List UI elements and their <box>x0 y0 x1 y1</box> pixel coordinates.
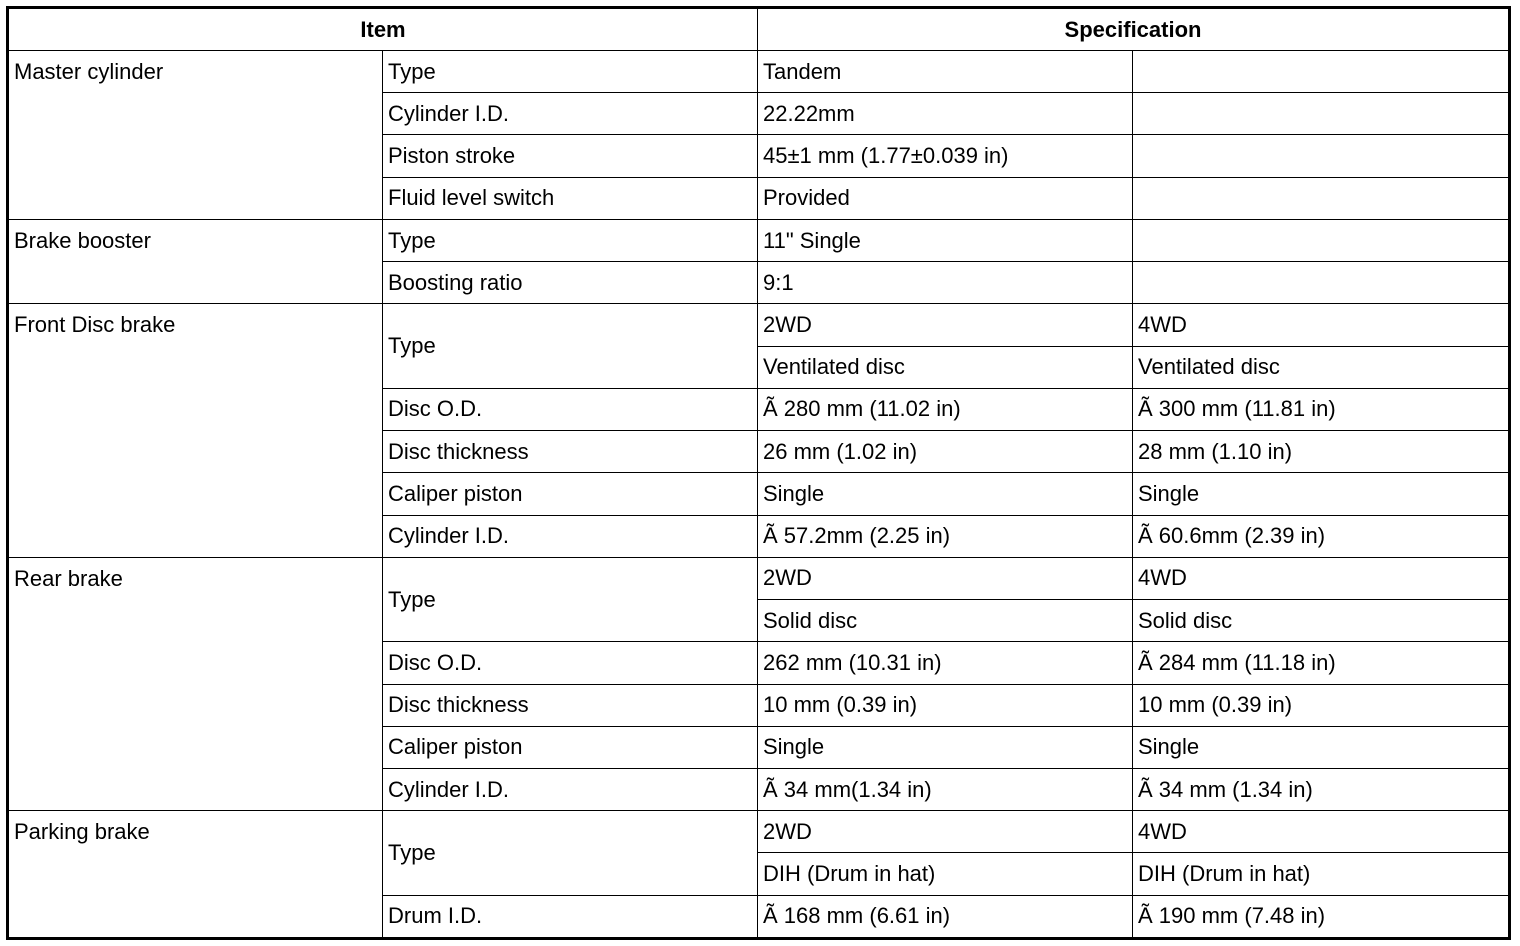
table-row <box>8 51 1510 93</box>
item-label: Drum I.D. <box>383 895 758 938</box>
spec-empty <box>1133 135 1510 177</box>
spec-empty <box>1133 51 1510 93</box>
spec-2wd-value: 262 mm (10.31 in) <box>758 642 1133 684</box>
table-row <box>8 811 1510 853</box>
item-label: Cylinder I.D. <box>383 93 758 135</box>
spec-value: 11" Single <box>758 219 1133 261</box>
spec-4wd-value: Ã 60.6mm (2.39 in) <box>1133 515 1510 557</box>
header-specification: Specification <box>758 8 1510 51</box>
spec-4wd-value: Ventilated disc <box>1133 346 1510 388</box>
spec-4wd-header: 4WD <box>1133 811 1510 853</box>
item-label: Caliper piston <box>383 726 758 768</box>
item-label: Disc O.D. <box>383 642 758 684</box>
item-label: Type <box>383 304 758 388</box>
item-label: Cylinder I.D. <box>383 515 758 557</box>
spec-2wd-value: Ã 34 mm(1.34 in) <box>758 768 1133 810</box>
spec-4wd-value: DIH (Drum in hat) <box>1133 853 1510 895</box>
spec-value: Provided <box>758 177 1133 219</box>
table-row <box>8 219 1510 261</box>
group-front-disc-brake: Front Disc brake <box>8 304 383 557</box>
item-label: Caliper piston <box>383 473 758 515</box>
item-label: Cylinder I.D. <box>383 768 758 810</box>
spec-2wd-value: Ã 57.2mm (2.25 in) <box>758 515 1133 557</box>
spec-4wd-value: Single <box>1133 473 1510 515</box>
spec-empty <box>1133 262 1510 304</box>
item-label: Disc thickness <box>383 684 758 726</box>
spec-4wd-value: 10 mm (0.39 in) <box>1133 684 1510 726</box>
spec-2wd-value: Solid disc <box>758 600 1133 642</box>
item-label: Piston stroke <box>383 135 758 177</box>
item-label: Disc O.D. <box>383 388 758 430</box>
spec-4wd-value: Single <box>1133 726 1510 768</box>
table-row <box>8 304 1510 346</box>
spec-4wd-header: 4WD <box>1133 304 1510 346</box>
spec-empty <box>1133 177 1510 219</box>
spec-2wd-value: Ventilated disc <box>758 346 1133 388</box>
item-label: Type <box>383 811 758 895</box>
item-label: Boosting ratio <box>383 262 758 304</box>
header-item: Item <box>8 8 758 51</box>
spec-2wd-header: 2WD <box>758 811 1133 853</box>
group-parking-brake: Parking brake <box>8 811 383 939</box>
group-rear-brake: Rear brake <box>8 557 383 810</box>
spec-value: 9:1 <box>758 262 1133 304</box>
spec-2wd-header: 2WD <box>758 304 1133 346</box>
spec-4wd-value: Ã 34 mm (1.34 in) <box>1133 768 1510 810</box>
table-row <box>8 557 1510 599</box>
spec-value: 22.22mm <box>758 93 1133 135</box>
spec-empty <box>1133 93 1510 135</box>
item-label: Fluid level switch <box>383 177 758 219</box>
group-brake-booster: Brake booster <box>8 219 383 303</box>
spec-4wd-value: 28 mm (1.10 in) <box>1133 431 1510 473</box>
spec-2wd-value: 26 mm (1.02 in) <box>758 431 1133 473</box>
spec-2wd-value: 10 mm (0.39 in) <box>758 684 1133 726</box>
group-master-cylinder: Master cylinder <box>8 51 383 220</box>
spec-empty <box>1133 219 1510 261</box>
spec-4wd-value: Solid disc <box>1133 600 1510 642</box>
spec-2wd-value: Single <box>758 473 1133 515</box>
spec-4wd-header: 4WD <box>1133 557 1510 599</box>
spec-value: Tandem <box>758 51 1133 93</box>
spec-2wd-value: Ã 168 mm (6.61 in) <box>758 895 1133 938</box>
spec-2wd-header: 2WD <box>758 557 1133 599</box>
item-label: Disc thickness <box>383 431 758 473</box>
spec-2wd-value: DIH (Drum in hat) <box>758 853 1133 895</box>
item-label: Type <box>383 51 758 93</box>
item-label: Type <box>383 557 758 641</box>
spec-4wd-value: Ã 300 mm (11.81 in) <box>1133 388 1510 430</box>
brake-specification-table <box>6 6 1511 940</box>
spec-2wd-value: Single <box>758 726 1133 768</box>
spec-value: 45±1 mm (1.77±0.039 in) <box>758 135 1133 177</box>
item-label: Type <box>383 219 758 261</box>
header-row <box>8 8 1510 51</box>
spec-4wd-value: Ã 190 mm (7.48 in) <box>1133 895 1510 938</box>
spec-2wd-value: Ã 280 mm (11.02 in) <box>758 388 1133 430</box>
spec-4wd-value: Ã 284 mm (11.18 in) <box>1133 642 1510 684</box>
